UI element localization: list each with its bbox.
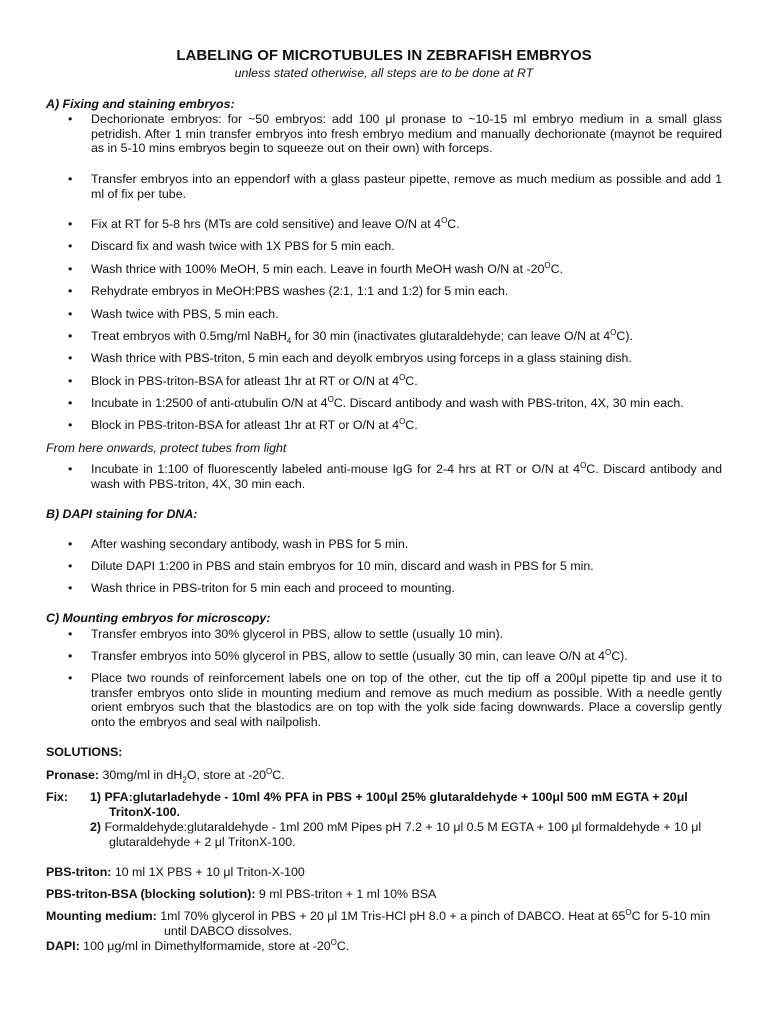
bullet-icon: • (68, 351, 73, 365)
list-item: Discard fix and wash twice with 1X PBS for 5 min each. (91, 239, 395, 253)
list-item: Dechorionate embryos: for ~50 embryos: add 100 μl pronase to ~10-15 ml embryo medium in a small glass petridish. After 1 min transfer embryos into fresh embryo medium and manually dechorionate (maynot be required as in 5-10 mins embryos begin to squeeze out on their own) with forceps. (91, 112, 722, 156)
solution-pronase: Pronase: 30mg/ml in $dH_2O$, store at $-20^OC$. (46, 766, 285, 785)
bullet-icon: • (68, 172, 73, 186)
list-item: Incubate in 1:100 of fluorescently labeled anti-mouse IgG for 2-4 hrs at RT or O/N at $4^OC$. Discard antibody and wash with PBS-triton, 4X, 30 min each. (91, 460, 722, 491)
page-title: LABELING OF MICROTUBULES IN ZEBRAFISH EMBRYOS (176, 47, 592, 64)
solution-pbs-triton: PBS-triton: 10 ml 1X PBS + 10 μl Triton-X-100 (46, 865, 305, 879)
bullet-icon: • (68, 627, 73, 641)
list-item: Transfer embryos into 50% glycerol in PBS, allow to settle (usually 30 min, can leave O/N at $4^OC$). (91, 647, 628, 663)
list-item: Incubate in 1:2500 of anti-αtubulin O/N at $4^OC$. Discard antibody and wash with PBS-triton, 4X, 30 min each. (91, 394, 684, 410)
bullet-icon: • (68, 329, 73, 343)
fix-option-1: 1) PFA:glutarladehyde - 10ml 4% PFA in PBS + 100μl 25% glutaraldehyde + 100μl 500 mM EGTA + 20μl (90, 790, 688, 804)
list-item: Treat embryos with 0.5mg/ml NaBH$_4$ for 30 min (inactivates glutaraldehyde; can leave O/N at $4^OC$). (91, 327, 633, 346)
list-item: Transfer embryos into an eppendorf with a glass pasteur pipette, remove as much medium as possible and add 1 ml of fix per tube. (91, 172, 722, 201)
solution-fix-label: Fix: (46, 790, 69, 804)
list-item: Wash thrice with PBS-triton, 5 min each and deyolk embryos using forceps in a glass staining dish. (91, 351, 632, 365)
fix-option-2-continued: glutaraldehyde + 2 μl TritonX-100. (109, 835, 296, 849)
bullet-icon: • (68, 418, 73, 432)
section-b-heading: B) DAPI staining for DNA: (46, 507, 198, 521)
page-subtitle: unless stated otherwise, all steps are to be done at RT (234, 66, 534, 80)
bullet-icon: • (68, 262, 73, 276)
list-item: Rehydrate embryos in MeOH:PBS washes (2:1, 1:1 and 1:2) for 5 min each. (91, 284, 509, 298)
bullet-icon: • (68, 537, 73, 551)
section-c-heading: C) Mounting embryos for microscopy: (46, 611, 271, 625)
list-item: Dilute DAPI 1:200 in PBS and stain embryos for 10 min, discard and wash in PBS for 5 min. (91, 559, 594, 573)
solution-mounting-continued: until DABCO dissolves. (164, 924, 293, 938)
bullet-icon: • (68, 217, 73, 231)
list-item: Wash thrice in PBS-triton for 5 min each and proceed to mounting. (91, 581, 455, 595)
bullet-icon: • (68, 239, 73, 253)
bullet-icon: • (68, 649, 73, 663)
list-item: Block in PBS-triton-BSA for atleast 1hr at RT or O/N at $4^OC$. (91, 416, 418, 432)
bullet-icon: • (68, 396, 73, 410)
list-item: After washing secondary antibody, wash in PBS for 5 min. (91, 537, 409, 551)
bullet-icon: • (68, 559, 73, 573)
list-item: Transfer embryos into 30% glycerol in PBS, allow to settle (usually 10 min). (91, 627, 504, 641)
bullet-icon: • (68, 374, 73, 388)
fix-option-1-continued: TritonX-100. (109, 805, 180, 819)
bullet-icon: • (68, 462, 73, 476)
list-item: Place two rounds of reinforcement labels one on top of the other, cut the tip off a 200μl pipette tip and use it to transfer embryos onto slide in mounting medium and remove as much medium as possible. With a needle gently orient embryos such that the blastodics are on top with the yolk side facing downwards. Place a coverslip gently onto the embryos and seal with nailpolish. (91, 671, 722, 729)
bullet-icon: • (68, 581, 73, 595)
bullet-icon: • (68, 671, 73, 685)
bullet-icon: • (68, 112, 73, 126)
list-item: Block in PBS-triton-BSA for atleast 1hr at RT or O/N at $4^OC$. (91, 372, 418, 388)
light-protection-note: From here onwards, protect tubes from light (46, 441, 287, 455)
list-item: Fix at RT for 5-8 hrs (MTs are cold sensitive) and leave O/N at $4^OC$. (91, 215, 460, 231)
section-a-heading: A) Fixing and staining embryos: (46, 97, 235, 111)
solution-dapi: DAPI: 100 μg/ml in Dimethylformamide, store at $-20^OC$. (46, 937, 350, 953)
list-item: Wash twice with PBS, 5 min each. (91, 307, 279, 321)
fix-option-2: 2) Formaldehyde:glutaraldehyde - 1ml 200 mM Pipes pH 7.2 + 10 μl 0.5 M EGTA + 100 μl formaldehyde + 10 μl (90, 820, 702, 834)
solution-mounting-medium: Mounting medium: 1ml 70% glycerol in PBS + 20 μl 1M Tris-HCl pH 8.0 + a pinch of DABCO. Heat at $65^OC$ for 5-10 min (46, 907, 711, 923)
solutions-heading: SOLUTIONS: (46, 745, 123, 759)
solution-pbs-triton-bsa: PBS-triton-BSA (blocking solution): 9 ml PBS-triton + 1 ml 10% BSA (46, 887, 437, 901)
bullet-icon: • (68, 284, 73, 298)
bullet-icon: • (68, 307, 73, 321)
list-item: Wash thrice with 100% MeOH, 5 min each. Leave in fourth MeOH wash O/N at $-20^OC$. (91, 260, 564, 276)
